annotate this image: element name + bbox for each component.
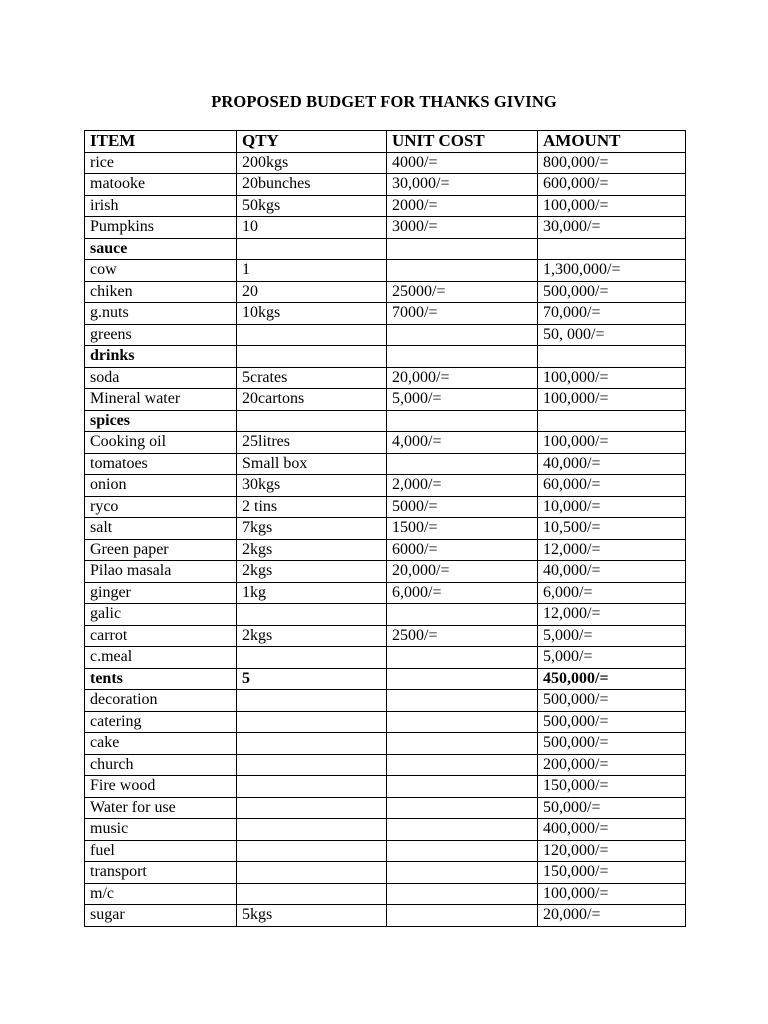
cell-qty	[237, 346, 387, 368]
cell-item: greens	[85, 324, 237, 346]
cell-unit-cost: 3000/=	[387, 217, 538, 239]
cell-qty	[237, 733, 387, 755]
cell-qty: 1kg	[237, 582, 387, 604]
cell-unit-cost	[387, 410, 538, 432]
cell-unit-cost: 2,000/=	[387, 475, 538, 497]
cell-item: irish	[85, 195, 237, 217]
cell-qty: 50kgs	[237, 195, 387, 217]
cell-item: fuel	[85, 840, 237, 862]
table-row	[85, 582, 686, 604]
table-row	[85, 453, 686, 475]
table-row	[85, 367, 686, 389]
cell-unit-cost	[387, 346, 538, 368]
cell-amount: 60,000/=	[538, 475, 686, 497]
cell-unit-cost	[387, 647, 538, 669]
cell-unit-cost	[387, 260, 538, 282]
cell-item: ginger	[85, 582, 237, 604]
cell-item: sugar	[85, 905, 237, 927]
cell-qty: 2kgs	[237, 625, 387, 647]
table-row	[85, 733, 686, 755]
table-row	[85, 152, 686, 174]
cell-item: cake	[85, 733, 237, 755]
cell-amount: 100,000/=	[538, 883, 686, 905]
table-row	[85, 195, 686, 217]
table-row	[85, 819, 686, 841]
table-row	[85, 303, 686, 325]
cell-qty	[237, 238, 387, 260]
cell-item: catering	[85, 711, 237, 733]
cell-qty: 20bunches	[237, 174, 387, 196]
table-row	[85, 432, 686, 454]
cell-qty: 5	[237, 668, 387, 690]
cell-qty: 1	[237, 260, 387, 282]
page-title: PROPOSED BUDGET FOR THANKS GIVING	[211, 92, 557, 111]
cell-unit-cost	[387, 238, 538, 260]
table-row	[85, 883, 686, 905]
cell-amount: 450,000/=	[538, 668, 686, 690]
cell-amount: 20,000/=	[538, 905, 686, 927]
cell-amount: 150,000/=	[538, 862, 686, 884]
cell-item: music	[85, 819, 237, 841]
cell-unit-cost	[387, 840, 538, 862]
table-row	[85, 905, 686, 927]
cell-qty: 2kgs	[237, 539, 387, 561]
cell-qty: 5kgs	[237, 905, 387, 927]
cell-item: sauce	[85, 238, 237, 260]
cell-item: drinks	[85, 346, 237, 368]
cell-amount: 600,000/=	[538, 174, 686, 196]
table-row	[85, 539, 686, 561]
cell-item: rice	[85, 152, 237, 174]
cell-qty	[237, 840, 387, 862]
cell-amount: 10,500/=	[538, 518, 686, 540]
cell-qty	[237, 690, 387, 712]
cell-qty: 200kgs	[237, 152, 387, 174]
cell-unit-cost	[387, 690, 538, 712]
cell-amount: 10,000/=	[538, 496, 686, 518]
cell-amount: 150,000/=	[538, 776, 686, 798]
cell-qty	[237, 883, 387, 905]
cell-amount: 6,000/=	[538, 582, 686, 604]
cell-unit-cost: 20,000/=	[387, 561, 538, 583]
cell-qty	[237, 711, 387, 733]
cell-amount: 500,000/=	[538, 733, 686, 755]
cell-amount: 500,000/=	[538, 281, 686, 303]
cell-amount: 50, 000/=	[538, 324, 686, 346]
cell-item: c.meal	[85, 647, 237, 669]
cell-qty: 5crates	[237, 367, 387, 389]
cell-amount: 12,000/=	[538, 539, 686, 561]
cell-item: salt	[85, 518, 237, 540]
header-item: ITEM	[85, 131, 237, 153]
cell-item: onion	[85, 475, 237, 497]
table-row	[85, 625, 686, 647]
cell-amount	[538, 410, 686, 432]
table-row	[85, 862, 686, 884]
cell-amount: 500,000/=	[538, 690, 686, 712]
cell-amount: 400,000/=	[538, 819, 686, 841]
cell-item: galic	[85, 604, 237, 626]
table-header-row	[85, 131, 686, 153]
cell-qty	[237, 754, 387, 776]
cell-unit-cost: 2000/=	[387, 195, 538, 217]
cell-qty: 2kgs	[237, 561, 387, 583]
cell-unit-cost	[387, 819, 538, 841]
cell-amount: 200,000/=	[538, 754, 686, 776]
cell-unit-cost: 5000/=	[387, 496, 538, 518]
cell-amount: 40,000/=	[538, 453, 686, 475]
cell-unit-cost: 1500/=	[387, 518, 538, 540]
table-row	[85, 389, 686, 411]
cell-item: church	[85, 754, 237, 776]
cell-item: Cooking oil	[85, 432, 237, 454]
cell-qty	[237, 410, 387, 432]
cell-unit-cost: 4,000/=	[387, 432, 538, 454]
cell-unit-cost: 20,000/=	[387, 367, 538, 389]
cell-qty	[237, 324, 387, 346]
cell-item: spices	[85, 410, 237, 432]
cell-item: Pumpkins	[85, 217, 237, 239]
table-row	[85, 217, 686, 239]
cell-amount: 120,000/=	[538, 840, 686, 862]
cell-item: Green paper	[85, 539, 237, 561]
cell-item: carrot	[85, 625, 237, 647]
table-row	[85, 797, 686, 819]
cell-unit-cost: 2500/=	[387, 625, 538, 647]
header-qty: QTY	[237, 131, 387, 153]
cell-item: m/c	[85, 883, 237, 905]
cell-item: decoration	[85, 690, 237, 712]
cell-qty	[237, 604, 387, 626]
table-row	[85, 410, 686, 432]
table-row	[85, 604, 686, 626]
cell-amount: 100,000/=	[538, 389, 686, 411]
cell-amount: 100,000/=	[538, 195, 686, 217]
cell-unit-cost: 25000/=	[387, 281, 538, 303]
cell-qty: 10kgs	[237, 303, 387, 325]
cell-unit-cost: 7000/=	[387, 303, 538, 325]
cell-item: cow	[85, 260, 237, 282]
table-row	[85, 475, 686, 497]
cell-qty	[237, 862, 387, 884]
table-row	[85, 518, 686, 540]
cell-qty: 2 tins	[237, 496, 387, 518]
cell-item: Mineral water	[85, 389, 237, 411]
cell-amount	[538, 346, 686, 368]
table-row	[85, 496, 686, 518]
cell-item: tomatoes	[85, 453, 237, 475]
cell-qty	[237, 776, 387, 798]
cell-unit-cost: 6000/=	[387, 539, 538, 561]
cell-unit-cost	[387, 453, 538, 475]
table-row	[85, 776, 686, 798]
cell-unit-cost	[387, 668, 538, 690]
cell-item: Pilao masala	[85, 561, 237, 583]
cell-unit-cost	[387, 905, 538, 927]
cell-unit-cost	[387, 862, 538, 884]
cell-unit-cost: 4000/=	[387, 152, 538, 174]
cell-item: g.nuts	[85, 303, 237, 325]
cell-qty	[237, 819, 387, 841]
table-row	[85, 281, 686, 303]
cell-item: Water for use	[85, 797, 237, 819]
cell-item: ryco	[85, 496, 237, 518]
cell-amount: 12,000/=	[538, 604, 686, 626]
cell-item: chiken	[85, 281, 237, 303]
cell-unit-cost: 5,000/=	[387, 389, 538, 411]
cell-amount: 70,000/=	[538, 303, 686, 325]
cell-qty: 7kgs	[237, 518, 387, 540]
cell-amount: 5,000/=	[538, 647, 686, 669]
cell-qty	[237, 797, 387, 819]
budget-table	[84, 130, 686, 927]
table-row	[85, 690, 686, 712]
cell-unit-cost	[387, 324, 538, 346]
table-row	[85, 260, 686, 282]
table-row	[85, 647, 686, 669]
cell-item: transport	[85, 862, 237, 884]
cell-qty: 20cartons	[237, 389, 387, 411]
cell-unit-cost	[387, 711, 538, 733]
cell-unit-cost: 30,000/=	[387, 174, 538, 196]
cell-qty: 25litres	[237, 432, 387, 454]
cell-amount: 30,000/=	[538, 217, 686, 239]
cell-item: tents	[85, 668, 237, 690]
table-row	[85, 324, 686, 346]
cell-amount: 500,000/=	[538, 711, 686, 733]
table-row	[85, 840, 686, 862]
cell-item: matooke	[85, 174, 237, 196]
table-row	[85, 754, 686, 776]
cell-unit-cost	[387, 883, 538, 905]
cell-qty: 20	[237, 281, 387, 303]
table-body	[85, 152, 686, 926]
table-row	[85, 174, 686, 196]
cell-amount	[538, 238, 686, 260]
cell-amount: 800,000/=	[538, 152, 686, 174]
cell-unit-cost: 6,000/=	[387, 582, 538, 604]
cell-unit-cost	[387, 733, 538, 755]
cell-qty: Small box	[237, 453, 387, 475]
cell-item: Fire wood	[85, 776, 237, 798]
cell-qty	[237, 647, 387, 669]
header-unit-cost: UNIT COST	[387, 131, 538, 153]
header-amount: AMOUNT	[538, 131, 686, 153]
table-row	[85, 561, 686, 583]
cell-amount: 100,000/=	[538, 432, 686, 454]
cell-unit-cost	[387, 776, 538, 798]
cell-qty: 10	[237, 217, 387, 239]
table-row	[85, 346, 686, 368]
table-row	[85, 238, 686, 260]
cell-amount: 5,000/=	[538, 625, 686, 647]
cell-unit-cost	[387, 797, 538, 819]
cell-amount: 100,000/=	[538, 367, 686, 389]
cell-qty: 30kgs	[237, 475, 387, 497]
table-row	[85, 668, 686, 690]
cell-amount: 1,300,000/=	[538, 260, 686, 282]
cell-amount: 50,000/=	[538, 797, 686, 819]
cell-item: soda	[85, 367, 237, 389]
cell-unit-cost	[387, 754, 538, 776]
table-row	[85, 711, 686, 733]
cell-unit-cost	[387, 604, 538, 626]
cell-amount: 40,000/=	[538, 561, 686, 583]
